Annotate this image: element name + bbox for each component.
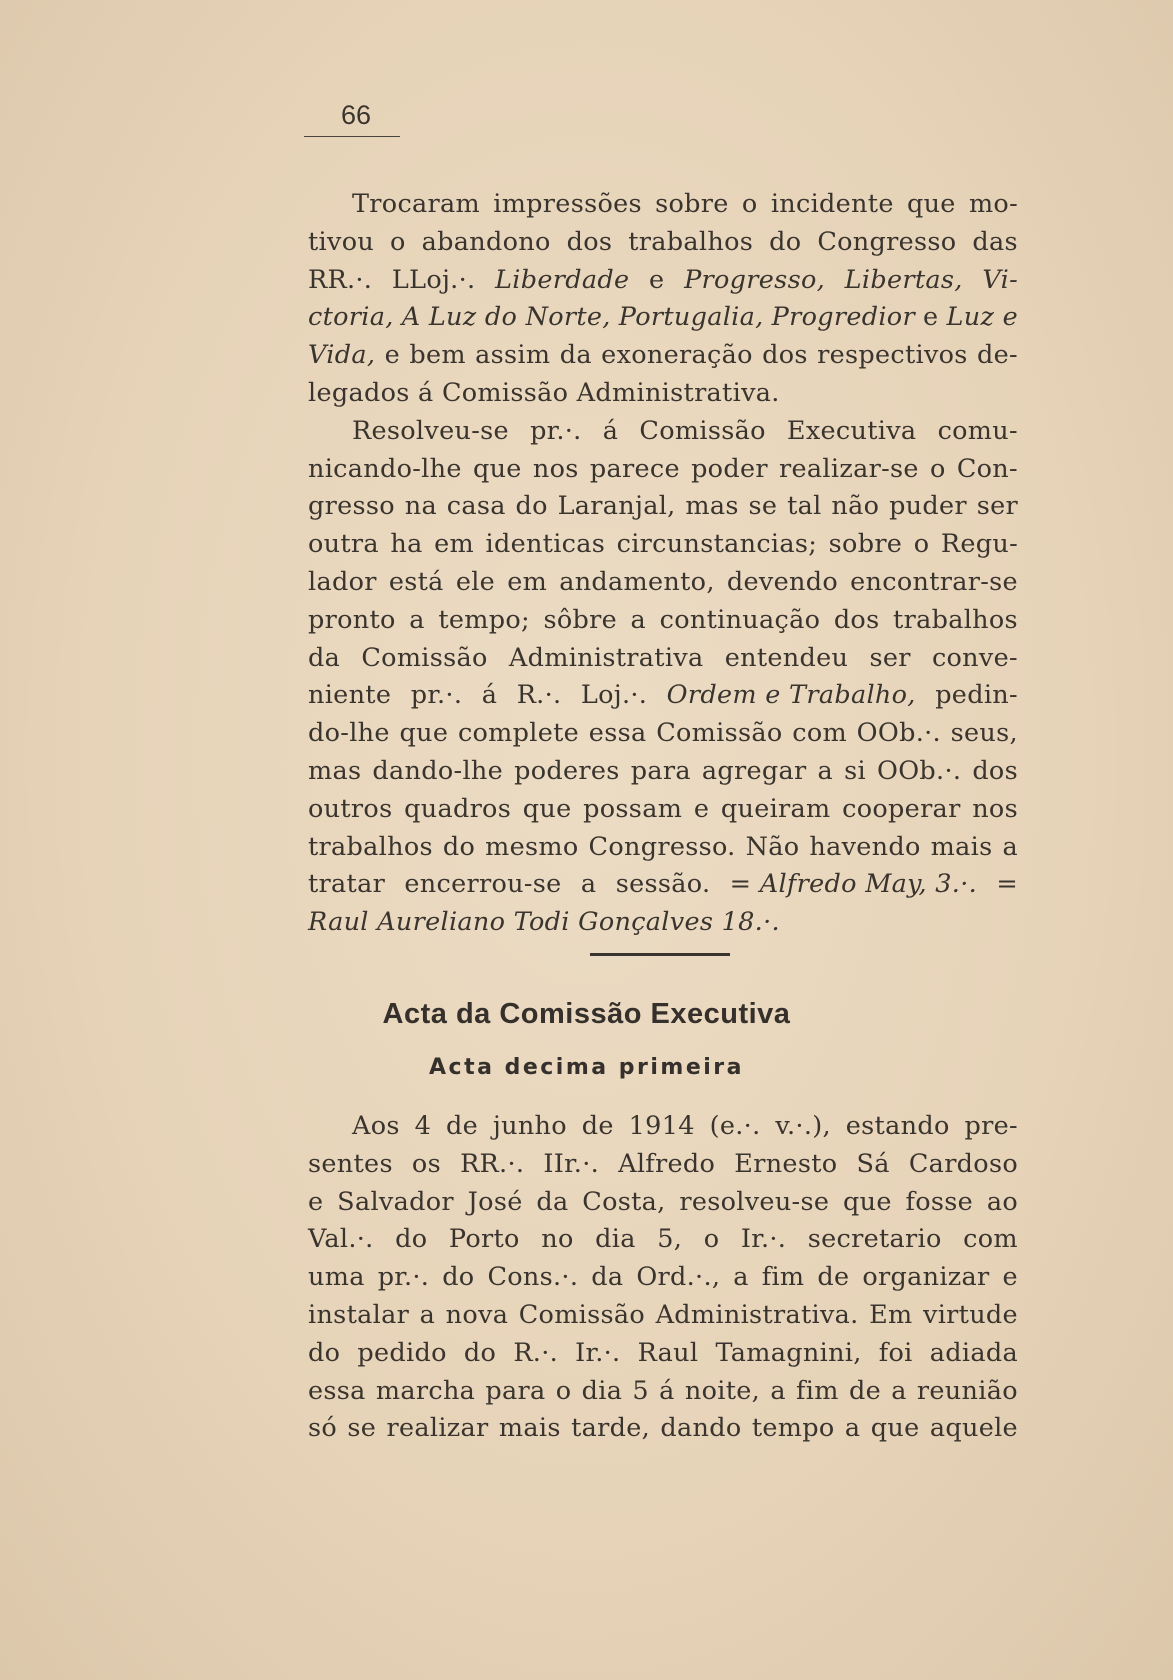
minutes-paragraphs	[308, 186, 1018, 942]
word: casa	[446, 491, 506, 522]
word: Vi-	[982, 264, 1018, 295]
text-line	[308, 564, 1018, 602]
word: pr.·.	[377, 1262, 430, 1293]
word: sessão.	[615, 869, 711, 900]
word: pr.·.	[410, 680, 463, 711]
word: e	[693, 793, 710, 824]
word: Ord.·.,	[636, 1262, 721, 1293]
text-line	[308, 262, 1018, 300]
word: encerrou-se	[404, 869, 562, 900]
word: Progredior	[771, 302, 915, 333]
word: tempo;	[438, 604, 530, 635]
text-line	[308, 186, 1018, 224]
word: niente	[308, 680, 392, 711]
word: aquele	[929, 1413, 1018, 1444]
word: tempo	[751, 1413, 835, 1444]
text-line	[308, 791, 1018, 829]
word: a	[817, 755, 834, 786]
word: R.·.	[516, 680, 562, 711]
text-line	[308, 413, 1018, 451]
word: á	[659, 1375, 675, 1406]
text-line	[308, 753, 1018, 791]
text-line	[308, 1108, 1018, 1146]
section-subtitle: Acta decima primeira	[429, 1055, 744, 1080]
word: sobre	[828, 529, 903, 560]
word: dos	[762, 340, 808, 371]
word: Resolveu-se	[352, 415, 509, 446]
word: outros	[308, 793, 393, 824]
word: incidente	[770, 189, 894, 219]
word: devendo	[726, 566, 838, 597]
word: Luz e	[946, 302, 1018, 333]
paragraph-3	[308, 1108, 1018, 1448]
word: da	[536, 1186, 569, 1217]
word: sobre	[655, 189, 729, 219]
word: possam	[583, 793, 683, 824]
word: impressões	[493, 189, 642, 219]
word: Laranjal,	[557, 491, 676, 522]
word: Loj.·.	[580, 680, 648, 711]
word: entendeu	[724, 642, 849, 673]
word: noite,	[684, 1375, 761, 1406]
word: secretario	[807, 1224, 942, 1255]
word: tal	[787, 491, 822, 522]
word: Val.·.	[308, 1224, 374, 1255]
word: Cardoso	[908, 1148, 1018, 1179]
word: Aos	[352, 1111, 400, 1141]
word: Administrativa.	[655, 1299, 859, 1330]
word: ao	[986, 1186, 1018, 1217]
word: na	[404, 491, 437, 522]
word: virtude	[923, 1299, 1018, 1330]
word: instalar	[308, 1299, 410, 1330]
word: pedido	[357, 1337, 447, 1368]
text-line	[308, 640, 1018, 678]
word: R.·.	[513, 1337, 559, 1368]
word: abandono	[421, 226, 551, 257]
word: junho	[492, 1111, 567, 1141]
word: a	[630, 604, 647, 635]
word: o	[390, 226, 406, 257]
word: ele	[455, 566, 496, 597]
word: complete	[457, 718, 580, 749]
word: continuação	[659, 604, 821, 635]
word: organizar	[862, 1262, 990, 1293]
word: havendo	[809, 831, 921, 862]
word: realizar-se	[779, 453, 919, 484]
word: o	[741, 189, 758, 219]
word: identicas	[485, 529, 606, 560]
text-line	[308, 1184, 1018, 1222]
word: encontrar-se	[850, 566, 1018, 597]
word: Con-	[956, 453, 1018, 484]
paragraph-1	[308, 186, 1018, 413]
word: dia	[581, 1375, 623, 1406]
word: outra	[308, 529, 379, 560]
word: nos	[972, 793, 1018, 824]
word: Alfredo	[618, 1148, 716, 1179]
word: A Luz do Norte,	[401, 302, 611, 333]
word: que	[472, 453, 522, 484]
word: o	[703, 1224, 720, 1255]
word: Comissão	[518, 1299, 646, 1330]
word: Ordem e Trabalho,	[666, 680, 916, 711]
word: Não	[745, 831, 800, 862]
word: que	[522, 793, 572, 824]
word: Trocaram	[352, 189, 481, 219]
word: v.·.),	[775, 1111, 831, 1141]
word: só	[308, 1413, 338, 1444]
word: tratar	[308, 869, 386, 900]
word: a	[770, 1375, 786, 1406]
word: nova	[445, 1299, 509, 1330]
word: ha	[390, 529, 423, 560]
word: e	[308, 1186, 324, 1217]
word: 4	[414, 1111, 432, 1141]
word: dando	[660, 1413, 742, 1444]
word: Progresso,	[684, 264, 826, 295]
word: comu-	[937, 415, 1018, 446]
word: trabalhos	[893, 604, 1018, 635]
word: do	[515, 491, 548, 522]
word: Congresso	[817, 226, 957, 257]
page-number-rule	[304, 136, 400, 137]
word: exoneração	[601, 340, 753, 371]
word: está	[388, 566, 444, 597]
word: em	[434, 529, 474, 560]
text-line	[308, 1410, 1018, 1448]
word: do	[395, 1224, 428, 1255]
word: de	[581, 1111, 614, 1141]
word: com	[963, 1224, 1018, 1255]
word: tivou	[308, 226, 375, 257]
text-line	[308, 715, 1018, 753]
word: mo-	[968, 189, 1018, 219]
word: Salvador	[337, 1186, 454, 1217]
section-title: Acta da Comissão Executiva	[382, 998, 791, 1030]
word: do	[463, 1337, 497, 1368]
text-line	[308, 299, 1018, 337]
word: IIr.·.	[543, 1148, 600, 1179]
word: LLoj.·.	[391, 264, 476, 295]
word: cooperar	[842, 793, 961, 824]
word: Comissão	[361, 642, 488, 673]
word: respectivos	[817, 340, 968, 371]
word: Administrativa	[508, 642, 704, 673]
word: fim	[796, 1375, 839, 1406]
word: fosse	[905, 1186, 974, 1217]
word: agregar	[701, 755, 807, 786]
text-line	[308, 337, 1018, 375]
text-line	[308, 375, 1018, 413]
word: da	[308, 642, 341, 673]
word: a	[844, 1413, 861, 1444]
word: dia	[595, 1224, 636, 1255]
word: dos	[566, 226, 613, 257]
word: Liberdade	[495, 264, 630, 295]
word: essa	[588, 718, 647, 749]
word: lador	[308, 566, 377, 597]
word: de	[817, 1262, 850, 1293]
word: RR.·.	[308, 264, 373, 295]
word: a	[419, 1299, 436, 1330]
text-line	[308, 904, 1018, 942]
word: o	[555, 1375, 572, 1406]
text-line	[308, 526, 1018, 564]
word: dando-lhe	[372, 755, 504, 786]
word: o	[913, 529, 930, 560]
word: para	[630, 755, 691, 786]
word: José	[467, 1186, 523, 1217]
word: parece	[589, 453, 680, 484]
word: pronto	[308, 604, 396, 635]
word: a	[733, 1262, 749, 1293]
word: sôbre	[543, 604, 617, 635]
word: adiada	[929, 1337, 1018, 1368]
word: e	[1002, 1262, 1018, 1293]
word: ctoria,	[308, 302, 394, 333]
acta-text	[308, 1108, 1018, 1448]
word: pedin-	[935, 680, 1018, 711]
word: Portugalia,	[618, 302, 764, 333]
word: Comissão	[639, 415, 766, 446]
word: das	[972, 226, 1018, 257]
word: com	[792, 718, 847, 749]
word: do	[442, 1262, 475, 1293]
word: queiram	[720, 793, 831, 824]
word: gresso	[308, 491, 395, 522]
word: Raul	[637, 1337, 699, 1368]
word: que	[399, 718, 449, 749]
word: mais	[498, 1413, 561, 1444]
word: RR.·.	[460, 1148, 525, 1179]
text-line	[308, 224, 1018, 262]
word: =	[996, 869, 1018, 900]
word: Porto	[448, 1224, 520, 1255]
word: ser	[869, 642, 911, 673]
text-line	[308, 1297, 1018, 1335]
word: estando	[845, 1111, 950, 1141]
word: Libertas,	[844, 264, 963, 295]
word: e	[923, 302, 939, 333]
word: marcha	[375, 1375, 476, 1406]
word: reunião	[916, 1375, 1018, 1406]
text-line	[308, 451, 1018, 489]
word: os	[411, 1148, 441, 1179]
word: de	[848, 1375, 881, 1406]
word: Ir.·.	[575, 1337, 621, 1368]
word: poderes	[514, 755, 620, 786]
text-line	[308, 677, 1018, 715]
word: do	[442, 831, 476, 862]
word: Tamagnini,	[715, 1337, 862, 1368]
word: andamento,	[559, 566, 715, 597]
word: Regu-	[940, 529, 1018, 560]
word: no	[541, 1224, 574, 1255]
word: mais	[930, 831, 993, 862]
word: mas	[308, 755, 362, 786]
word: do	[308, 1337, 341, 1368]
word: assim	[475, 340, 551, 371]
word: sentes	[308, 1148, 393, 1179]
word: e	[384, 340, 400, 371]
word: uma	[308, 1262, 365, 1293]
word: em	[507, 566, 548, 597]
word: essa	[308, 1375, 366, 1406]
word: poder	[691, 453, 768, 484]
word: OOb.·.	[877, 755, 962, 786]
word: pre-	[964, 1111, 1018, 1141]
word: si	[844, 755, 866, 786]
word: do	[769, 226, 802, 257]
word: circunstancias;	[616, 529, 818, 560]
word: Raul Aureliano Todi Gonçalves 18.·.	[308, 907, 780, 938]
word: trabalhos	[308, 831, 433, 862]
word: Cons.·.	[487, 1262, 579, 1293]
word: dos	[833, 604, 880, 635]
word: 5,	[657, 1224, 683, 1255]
word: Em	[869, 1299, 913, 1330]
word: Congresso.	[588, 831, 736, 862]
paragraph-2	[308, 413, 1018, 942]
word: Executiva	[786, 415, 917, 446]
word: = Alfredo May, 3.·.	[729, 869, 977, 900]
word: e	[649, 264, 665, 295]
word: de-	[977, 340, 1018, 371]
word: nos	[532, 453, 579, 484]
word: resolveu-se	[679, 1186, 830, 1217]
word: bem	[409, 340, 466, 371]
word: á	[602, 415, 619, 446]
word: OOb.·.	[856, 718, 941, 749]
page-number: 66	[341, 100, 372, 130]
text-line	[308, 1373, 1018, 1411]
word: que	[906, 189, 956, 219]
word: a	[409, 604, 425, 635]
word: trabalhos	[628, 226, 754, 257]
word: seus,	[950, 718, 1018, 749]
word: da	[591, 1262, 624, 1293]
word: a	[580, 869, 597, 900]
word: realizar	[386, 1413, 489, 1444]
word: Costa,	[582, 1186, 666, 1217]
word: se	[347, 1413, 377, 1444]
word: á	[481, 680, 498, 711]
word: o	[929, 453, 946, 484]
section-divider	[590, 953, 730, 956]
word: Sá	[856, 1148, 890, 1179]
word: 5	[632, 1375, 649, 1406]
word: mesmo	[485, 831, 579, 862]
word: que	[870, 1413, 920, 1444]
word: ser	[976, 491, 1018, 522]
text-line	[308, 1335, 1018, 1373]
text-line	[308, 829, 1018, 867]
word: se	[748, 491, 778, 522]
word: dos	[972, 755, 1018, 786]
text-line	[308, 602, 1018, 640]
text-line	[308, 866, 1018, 904]
word: a	[891, 1375, 907, 1406]
word: foi	[878, 1337, 913, 1368]
word: puder	[889, 491, 967, 522]
word: nicando-lhe	[308, 453, 462, 484]
word: a	[1002, 831, 1018, 862]
word: pr.·.	[530, 415, 582, 446]
text-line	[308, 488, 1018, 526]
word: fim	[761, 1262, 805, 1293]
word: mas	[685, 491, 739, 522]
word: para	[485, 1375, 546, 1406]
word: Ernesto	[734, 1148, 838, 1179]
word: 1914	[628, 1111, 695, 1141]
text-line	[308, 1221, 1018, 1259]
word: não	[831, 491, 880, 522]
word: quadros	[404, 793, 512, 824]
text-line	[308, 1146, 1018, 1184]
word: do-lhe	[308, 718, 390, 749]
word: legados á Comissão Administrativa.	[308, 377, 780, 408]
word: Vida,	[308, 340, 376, 371]
text-line	[308, 1259, 1018, 1297]
word: da	[559, 340, 592, 371]
word: de	[446, 1111, 479, 1141]
word: tarde,	[571, 1413, 651, 1444]
word: Comissão	[656, 718, 783, 749]
word: que	[843, 1186, 892, 1217]
word: conve-	[931, 642, 1018, 673]
word: Ir.·.	[740, 1224, 787, 1255]
word: (e.·.	[709, 1111, 761, 1141]
